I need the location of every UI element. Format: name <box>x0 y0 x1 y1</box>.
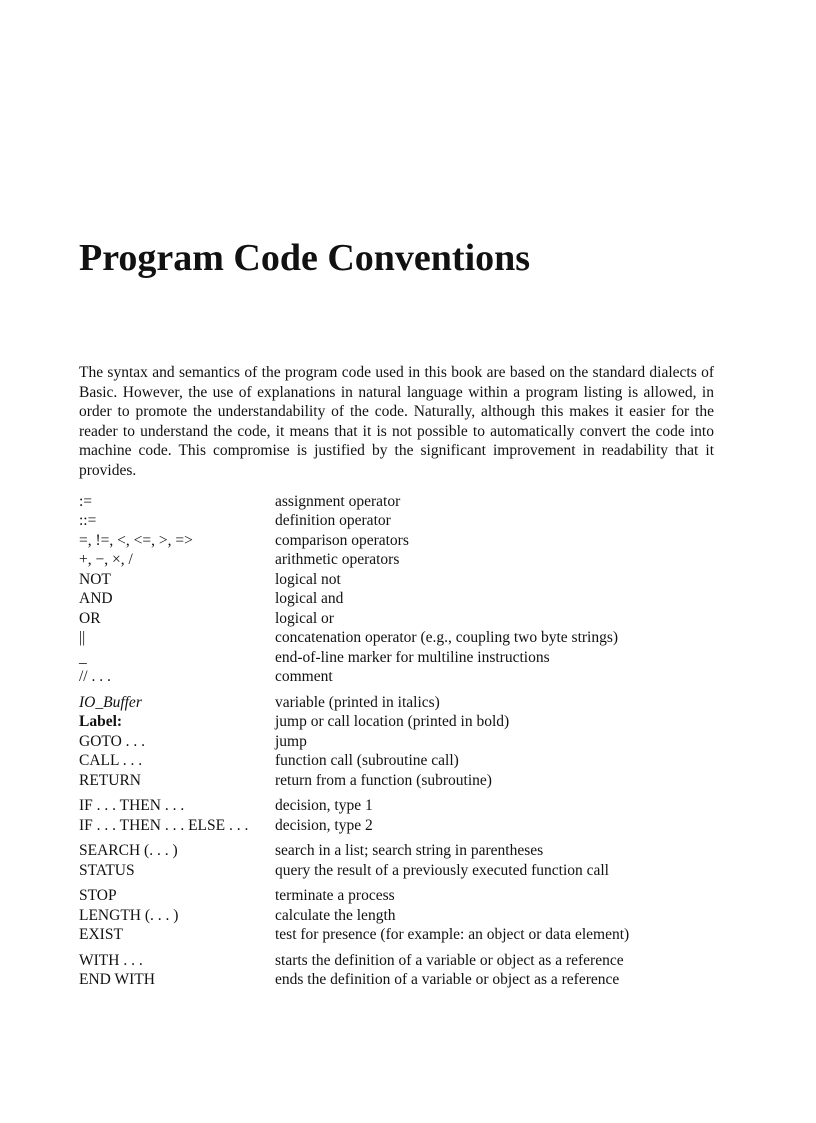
convention-term: OR <box>79 609 101 627</box>
convention-term: STOP <box>79 887 117 905</box>
convention-description: terminate a process <box>275 887 395 905</box>
convention-description: variable (printed in italics) <box>275 693 440 711</box>
convention-term: ::= <box>79 512 97 530</box>
convention-description: comparison operators <box>275 531 409 549</box>
convention-description: comment <box>275 668 333 686</box>
convention-term: RETURN <box>79 771 141 789</box>
convention-term: IF . . . THEN . . . <box>79 797 185 815</box>
convention-row <box>79 531 739 551</box>
convention-row <box>79 842 739 862</box>
convention-row <box>79 648 739 668</box>
convention-group <box>79 797 739 836</box>
convention-term: Label: <box>79 713 123 731</box>
convention-description: starts the definition of a variable or object as a reference <box>275 951 624 969</box>
convention-description: decision, type 2 <box>275 816 373 834</box>
convention-row <box>79 590 739 610</box>
convention-description: assignment operator <box>275 492 401 510</box>
convention-term: := <box>79 492 93 510</box>
convention-description: jump or call location (printed in bold) <box>275 713 510 731</box>
convention-row <box>79 771 739 791</box>
convention-group <box>79 951 739 990</box>
convention-row <box>79 629 739 649</box>
convention-term: STATUS <box>79 861 135 879</box>
convention-group <box>79 887 739 946</box>
convention-group <box>79 492 739 687</box>
convention-row <box>79 906 739 926</box>
convention-description: calculate the length <box>275 906 396 924</box>
intro-paragraph: The syntax and semantics of the program code used in this book are based on the standard dialects of Basic. However, the use of explanations in natural language within a program listing is allowed, in order to promote the understandability of the code. Naturally, although this makes it easier for the reader to understand the code, it means that it is not possible to automatically convert the code into machine code. This compromise is justified by the significant improvement in readability that it provides. <box>79 364 714 479</box>
convention-row <box>79 971 739 991</box>
convention-row <box>79 668 739 688</box>
convention-term: LENGTH (. . . ) <box>79 906 179 924</box>
convention-term: WITH . . . <box>79 951 143 969</box>
convention-row <box>79 732 739 752</box>
convention-description: end-of-line marker for multiline instructions <box>275 648 550 666</box>
convention-row <box>79 713 739 733</box>
convention-row <box>79 609 739 629</box>
convention-term: _ <box>79 648 87 666</box>
convention-term: AND <box>79 590 113 608</box>
convention-description: arithmetic operators <box>275 551 400 569</box>
convention-group <box>79 693 739 791</box>
convention-row <box>79 492 739 512</box>
convention-description: jump <box>275 732 307 750</box>
convention-description: logical or <box>275 609 334 627</box>
convention-term: || <box>79 629 86 647</box>
convention-description: logical not <box>275 570 341 588</box>
convention-term: // . . . <box>79 668 111 686</box>
convention-description: query the result of a previously executed function call <box>275 861 609 879</box>
convention-description: test for presence (for example: an object or data element) <box>275 926 630 944</box>
convention-row <box>79 861 739 881</box>
convention-term: NOT <box>79 570 111 588</box>
convention-row <box>79 512 739 532</box>
convention-term: =, !=, <, <=, >, => <box>79 531 193 549</box>
convention-row <box>79 951 739 971</box>
page-title: Program Code Conventions <box>79 237 531 279</box>
convention-description: search in a list; search string in parentheses <box>275 842 544 860</box>
convention-term: CALL . . . <box>79 752 143 770</box>
convention-row <box>79 816 739 836</box>
convention-term: END WITH <box>79 971 155 989</box>
convention-description: definition operator <box>275 512 391 530</box>
convention-row <box>79 887 739 907</box>
convention-row <box>79 752 739 772</box>
convention-term: EXIST <box>79 926 123 944</box>
convention-description: ends the definition of a variable or object as a reference <box>275 971 620 989</box>
convention-term: +, −, ×, / <box>79 551 133 569</box>
convention-term: IF . . . THEN . . . ELSE . . . <box>79 816 249 834</box>
convention-row <box>79 693 739 713</box>
convention-term: IO_Buffer <box>79 693 142 711</box>
convention-row <box>79 797 739 817</box>
convention-term: GOTO . . . <box>79 732 146 750</box>
convention-row <box>79 926 739 946</box>
convention-group <box>79 842 739 881</box>
convention-description: concatenation operator (e.g., coupling two byte strings) <box>275 629 619 647</box>
convention-description: decision, type 1 <box>275 797 373 815</box>
convention-description: function call (subroutine call) <box>275 752 459 770</box>
conventions-table <box>79 492 739 996</box>
convention-row <box>79 570 739 590</box>
convention-description: logical and <box>275 590 344 608</box>
convention-row <box>79 551 739 571</box>
convention-term: SEARCH (. . . ) <box>79 842 178 860</box>
convention-description: return from a function (subroutine) <box>275 771 492 789</box>
